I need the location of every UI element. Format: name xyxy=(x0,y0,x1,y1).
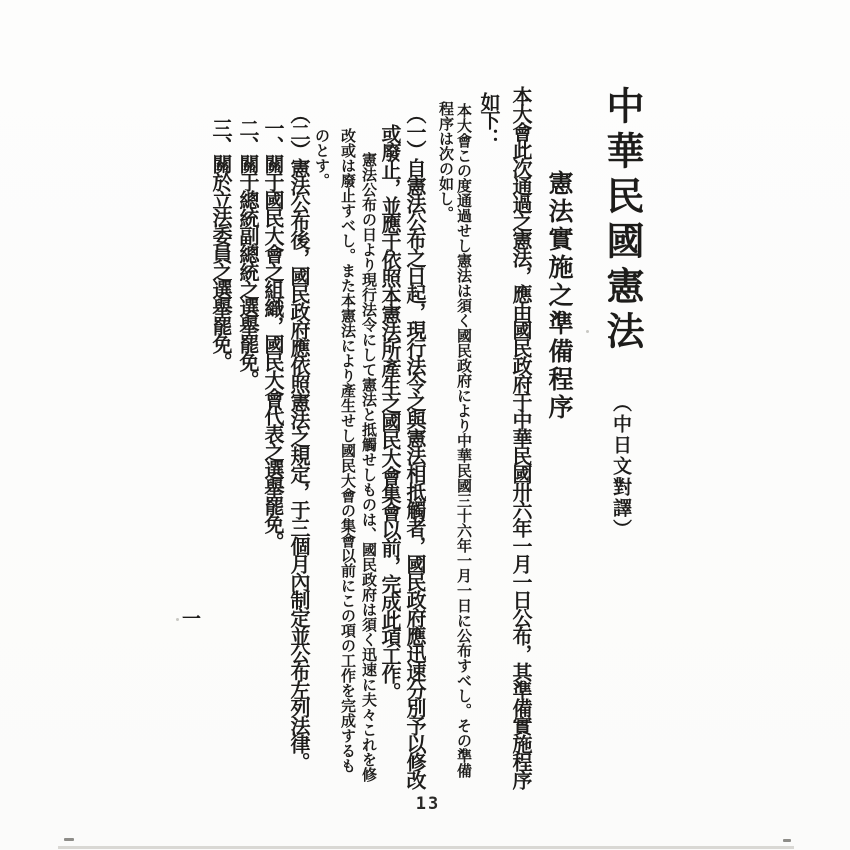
scan-bottom-edge-artifact xyxy=(58,846,794,849)
scan-dash-artifact-right xyxy=(783,839,791,842)
scan-speck-artifact xyxy=(586,330,589,333)
vertical-text-column-zh-3: （一）自憲法公布之日起，現行法令之與憲法相抵觸者，國民政府應迅速分別予以修改 xyxy=(403,104,425,788)
vertical-text-column-ja-3: 憲法公布の日より現行法令にして憲法と抵觸せしものは、國民政府は須く迅速に夫々これを修 xyxy=(360,152,376,782)
document-title: 中華民國憲法 xyxy=(600,86,642,356)
section-heading: 憲法實施之準備程序 xyxy=(545,170,572,422)
vertical-text-column-zh-1: 本大會此次通過之憲法，應由國民政府于中華民國卅六年一月一日公布，其準備實施程序 xyxy=(509,86,531,788)
vertical-text-column-zh-5: （二）憲法公布後，國民政府應依照憲法之規定，于三個月內制定並公布左列法律。 xyxy=(287,104,309,770)
vertical-text-column-zh-2: 如下： xyxy=(477,92,499,146)
vertical-text-column-ja-5: のとす。 xyxy=(313,128,329,188)
scan-dash-artifact-left xyxy=(64,838,74,841)
vertical-text-column-zh-4: 或廢止，並應于依照本憲法所產生之國民大會集會以前，完成此項工作。 xyxy=(378,124,400,700)
vertical-text-column-zh-6: 一、關于國民大會之組織，國民大會代表之選舉罷免。 xyxy=(261,118,283,550)
vertical-text-column-ja-4: 改或は廢止すべし。また本憲法により產生せし國民大會の集會以前にこの項の工作を完成するも xyxy=(339,128,355,773)
vertical-text-column-zh-7: 二、關于總統副總統之選舉罷免。 xyxy=(236,118,258,388)
margin-page-mark: 一 xyxy=(182,609,202,630)
vertical-text-column-ja-2: 程序は次の如し。 xyxy=(437,101,453,221)
scan-speck-artifact xyxy=(176,618,179,621)
page-number: 13 xyxy=(415,794,441,814)
document-subtitle: （中日文對譯） xyxy=(610,393,631,540)
vertical-text-column-zh-8: 三、關於立法委員之選舉罷免。 xyxy=(209,118,231,370)
vertical-text-column-ja-1: 本大會この度通過せし憲法は須く國民政府により中華民國三十六年一月一日に公布すべし。その準備 xyxy=(455,103,471,778)
